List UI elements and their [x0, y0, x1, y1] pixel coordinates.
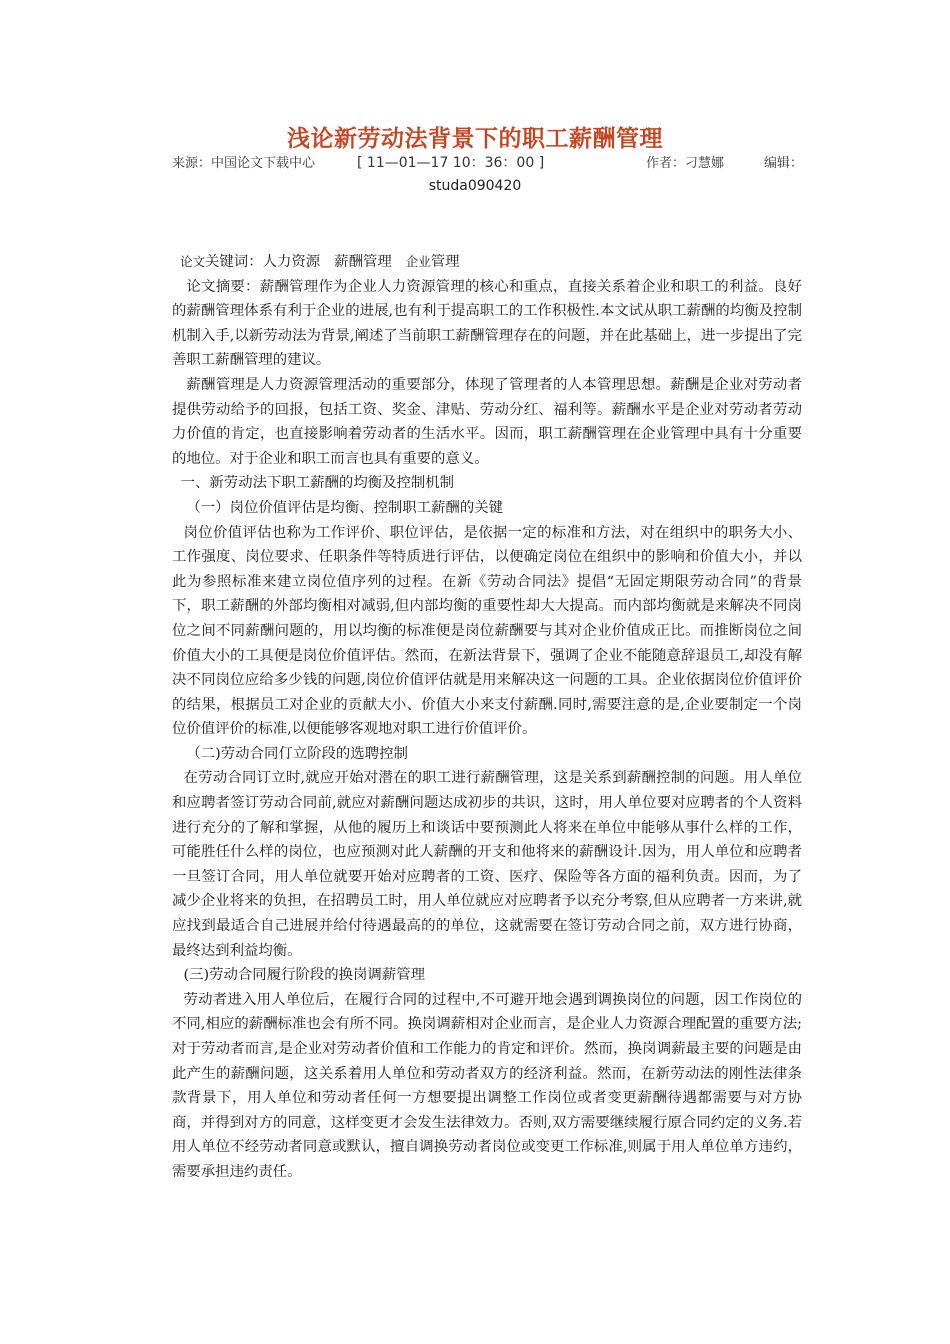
meta-date: [ 11—01—17 10：36：00 ] — [357, 155, 545, 171]
abstract-paragraph: 论文摘要：薪酬管理作为企业人力资源管理的核心和重点，直接关系着企业和职工的利益。良好的薪酬管理体系有利于企业的进展,也有利于提高职工的工作积极性.本文试从职工薪酬的均衡及控制机制入手,以新劳动法为背景,阐述了当前职工薪酬管理存在的问题，并在此基础上，进一步提出了完善职工薪酬管理的建议。 — [172, 278, 802, 369]
meta-editor-label: 编辑： — [764, 156, 804, 171]
keyword-item: 薪酬管理 — [334, 254, 392, 270]
keywords-line — [172, 250, 802, 275]
intro-paragraph: 薪酬管理是人力资源管理活动的重要部分，体现了管理者的人本管理思想。薪酬是企业对劳动者提供劳动给予的回报，包括工资、奖金、津贴、劳动分红、福利等。薪酬水平是企业对劳动者劳动力价值的肯定，也直接影响着劳动者的生活水平。因而，职工薪酬管理在企业管理中具有十分重要的地位。对于企业和职工而言也具有重要的意义。 — [172, 376, 802, 467]
section-heading: 一、新劳动法下职工薪酬的均衡及控制机制 — [180, 475, 455, 492]
article-title: 浅论新劳动法背景下的职工薪酬管理 — [287, 126, 663, 152]
body-paragraph: 劳动者进入用人单位后，在履行合同的过程中,不可避开地会遇到调换岗位的问题，因工作岗位的不同,相应的薪酬标准也会有所不同。换岗调薪相对企业而言，是企业人力资源合理配置的重要方法;对于劳动者而言,是企业对劳动者价值和工作能力的肯定和评价。然而，换岗调薪最主要的问题是由此产生的薪酬问题，这关系着用人单位和劳动者双方的经济利益。然而，在新劳动法的刚性法律条款背景下，用人单位和劳动者任何一方想要提出调整工作岗位或者变更薪酬待遇都需要与对方协商，并得到对方的同意，这样变更才会发生法律效力。否则,双方需要继续履行原合同约定的义务.若用人单位不经劳动者同意或默认，擅自调换劳动者岗位或变更工作标准,则属于用人单位单方违约，需要承担违约责任。 — [172, 991, 802, 1180]
keywords-label: 关键词： — [205, 254, 263, 270]
keyword-item-rest: 管理 — [430, 254, 460, 270]
article-body — [172, 250, 802, 1185]
keywords-label-small: 论文 — [180, 254, 206, 269]
subsection-heading: （二)劳动合同仃立阶段的选聘控制 — [186, 745, 408, 762]
keyword-item: 人力资源 — [262, 254, 321, 270]
meta-author: 作者：刁慧娜 — [646, 156, 725, 171]
meta-source: 来源：中国论文下载中心 — [172, 156, 316, 171]
body-paragraph: 在劳动合同订立时,就应开始对潜在的职工进行薪酬管理，这是关系到薪酬控制的问题。用人单位和应聘者签订劳动合同前,就应对薪酬问题达成初步的共识，这时，用人单位要对应聘者的个人资料进行充分的了解和掌握，从他的履历上和谈话中要预测此人将来在单位中能够从事什么样的工作，可能胜任什么样的岗位，也应预测对此人薪酬的开支和他将来的薪酬设计.因为，用人单位和应聘者一旦签订合同，用人单位就要开始对应聘者的工资、医疗、保险等各方面的福利负责。因而，为了减少企业将来的负担，在招聘员工时，用人单位就应对应聘者予以充分考察,但从应聘者一方来讲,就应找到最适合自己进展并给付待遇最高的的单位，这就需要在签订劳动合同之前，双方进行协商，最终达到利益均衡。 — [172, 770, 802, 959]
subsection-heading: （一）岗位价值评估是均衡、控制职工薪酬的关键 — [186, 499, 503, 516]
body-paragraph: 岗位价值评估也称为工作评价、职位评估，是依据一定的标准和方法，对在组织中的职务大小、工作强度、岗位要求、任职条件等特质进行评估，以便确定岗位在组织中的影响和价值大小，并以此为参照标准来建立岗位值序列的过程。在新《劳动合同法》提倡“无固定期限劳动合同”的背景下，职工薪酬的外部均衡相对减弱,但内部均衡的重要性却大大提高。而内部均衡就是来解决不同岗位之间不同薪酬问题的，用以均衡的标准便是岗位薪酬要与其对企业价值成正比。而推断岗位之间价值大小的工具便是岗位价值评估。然而，在新法背景下，强调了企业不能随意辞退员工,却没有解决不同岗位应给多少钱的问题,岗位价值评估就是用来解决这一问题的工具。企业依据岗位价值评价的结果，根据员工对企业的贡献大小、价值大小来支付薪酬.同时,需要注意的是,企业要制定一个岗位价值评价的标准,以便能够客观地对职工进行价值评价。 — [172, 524, 802, 738]
subsection-heading: (三)劳动合同履行阶段的换岗调薪管理 — [183, 967, 425, 984]
meta-editor-value: studa090420 — [428, 178, 522, 194]
article-meta — [172, 152, 812, 172]
keyword-item-prefix: 企业 — [405, 254, 431, 269]
